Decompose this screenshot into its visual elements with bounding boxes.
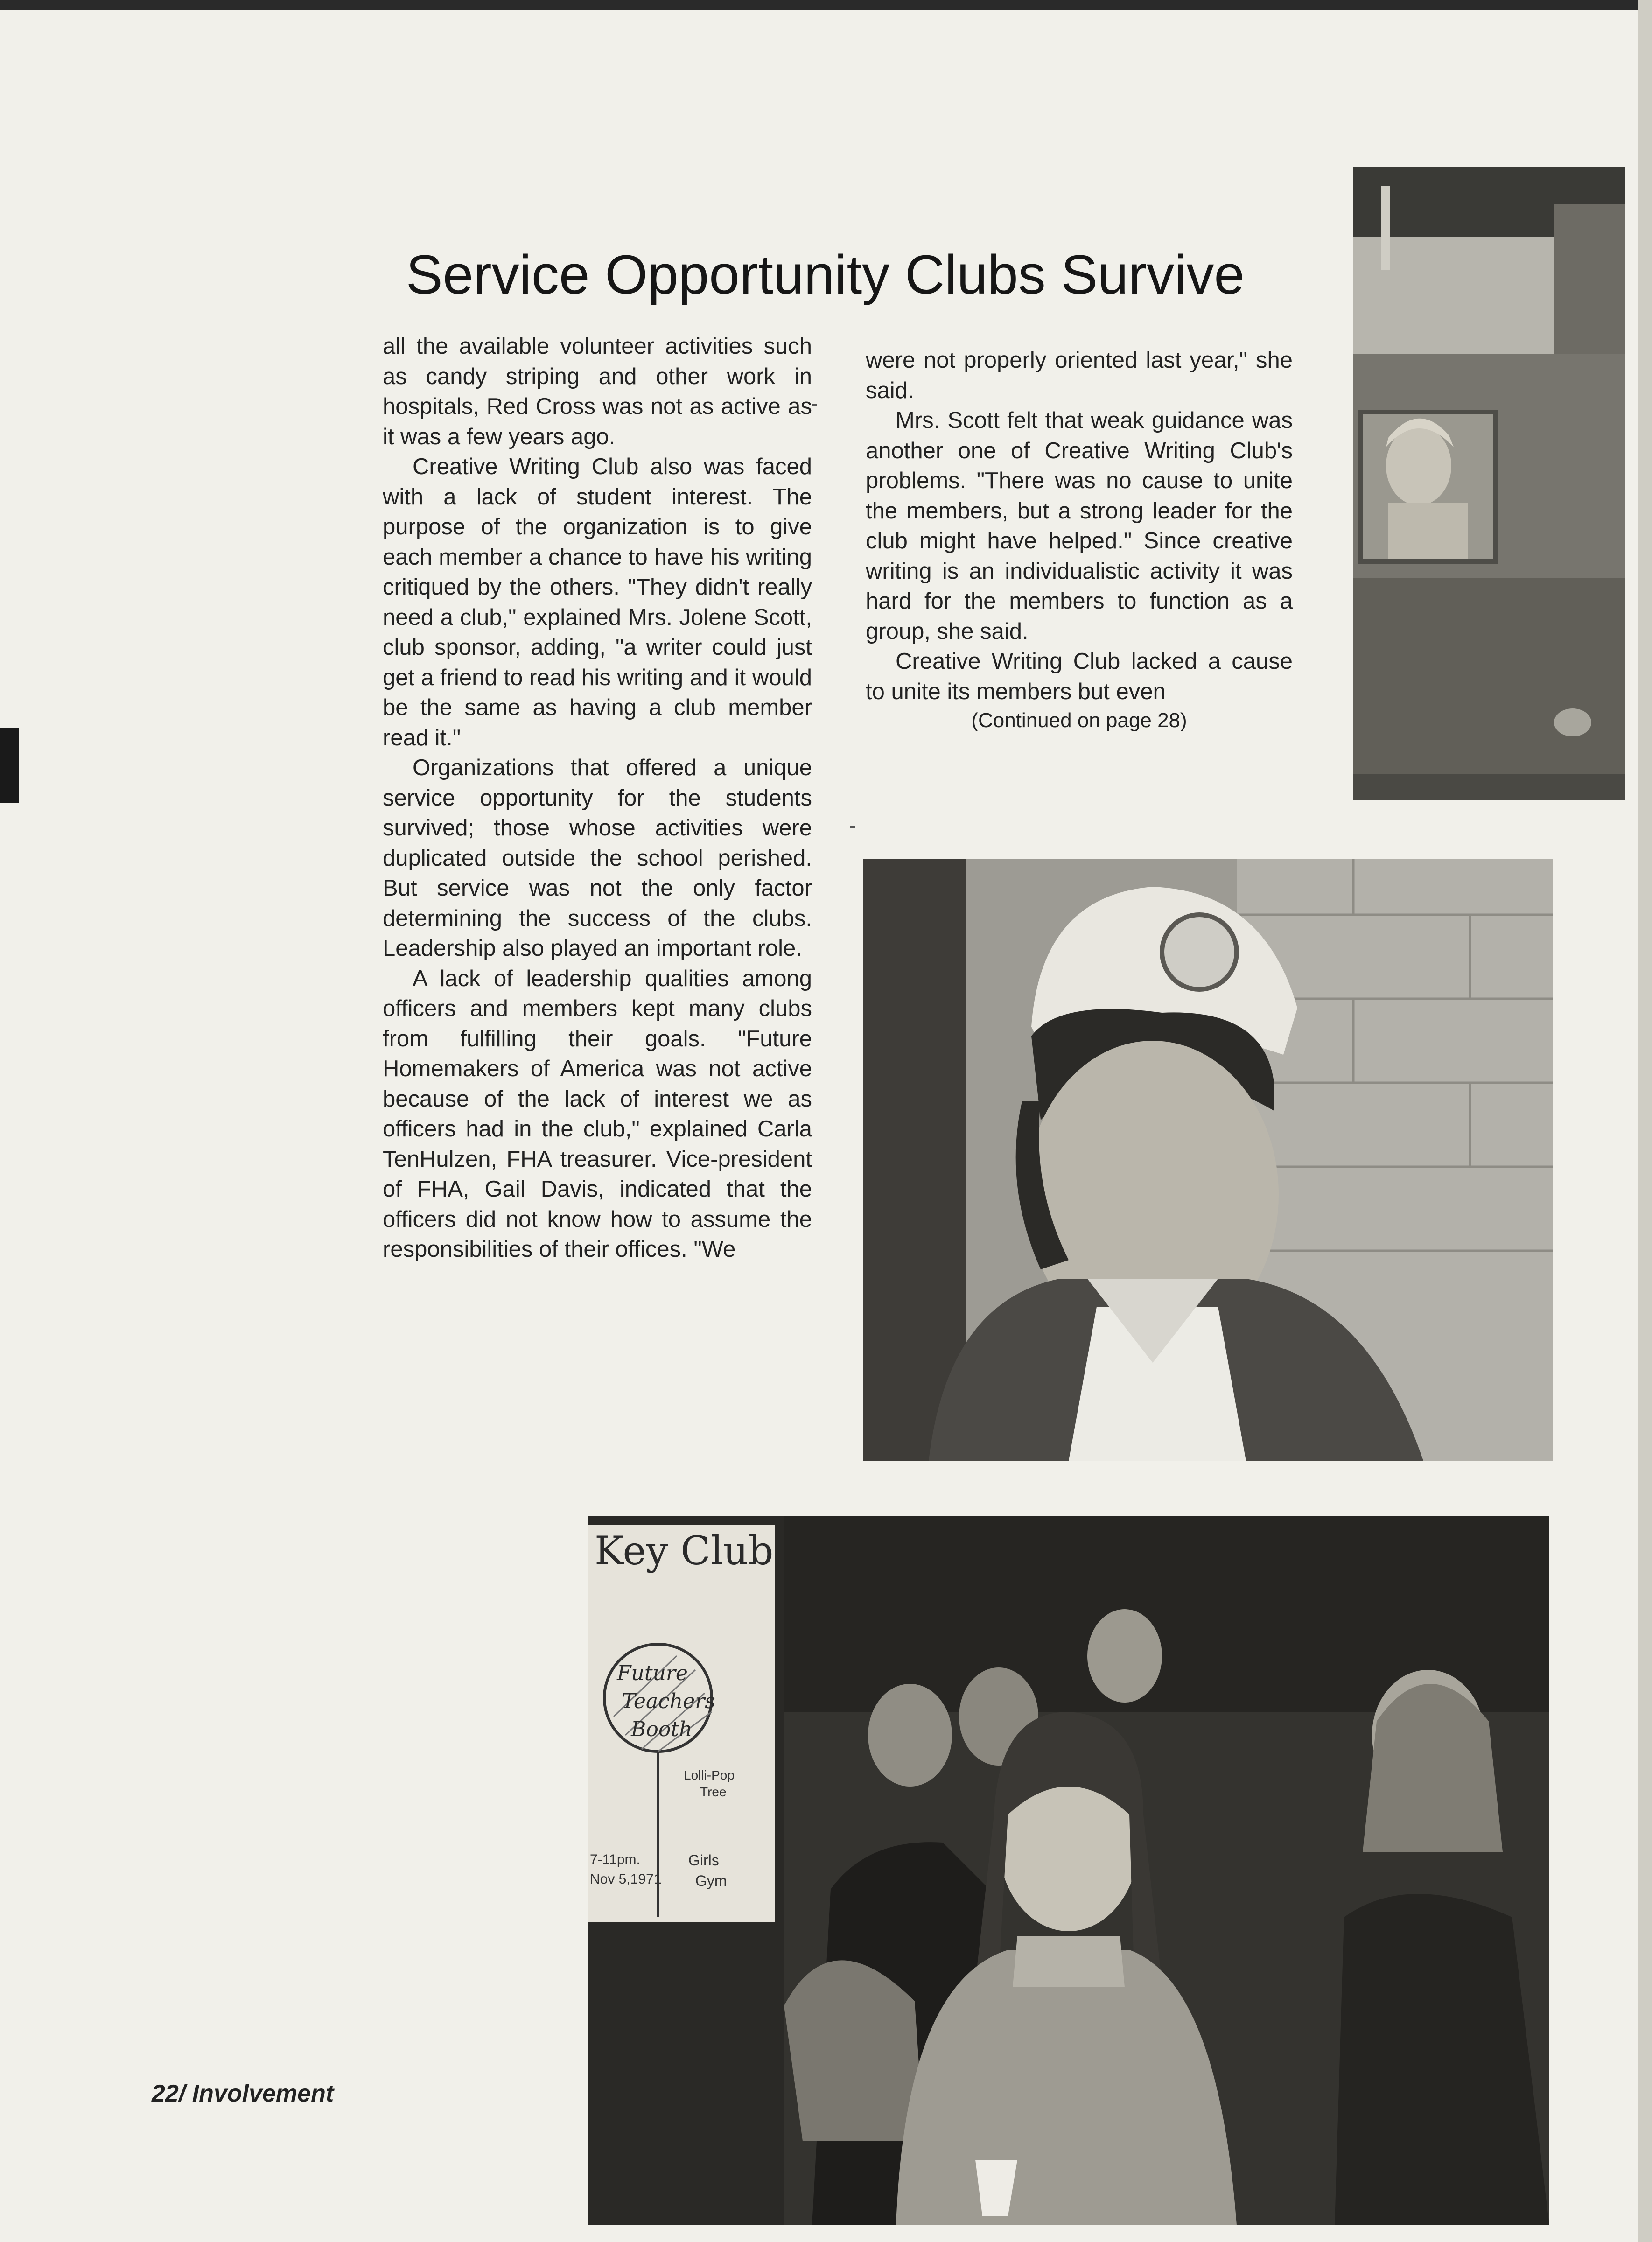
poster-booth-line-1: Future (617, 1661, 688, 1685)
left-paragraph-3: Organizations that offered a unique service opportunity for the students survived; those whose activities were duplicated outside the school perished. But service was not the only factor determining the success of the clubs. Leadership also played an important role. (383, 755, 812, 961)
photo-boy-in-truck (1353, 167, 1625, 800)
continued-note: (Continued on page 28) (971, 709, 1187, 732)
poster-time-line-2: Nov 5,1971 (590, 1871, 662, 1887)
poster-gym-line-1: Girls (688, 1852, 719, 1869)
article-left-column (383, 331, 812, 1265)
booth-poster (588, 1525, 775, 1922)
poster-lollipop-line-2: Tree (700, 1785, 727, 1799)
print-speck (850, 826, 855, 828)
left-paragraph-4: A lack of leadership qualities among officers and members kept many clubs from fulfilling their goals. "Future Homemakers of America was not active because of the lack of interest we as officers had in the club," explained Carla TenHulzen, FHA treasurer. Vice-president of FHA, Gail Davis, indicated that the officers did not know how to assume the responsibilities of their offices. "We (383, 966, 812, 1262)
article-right-column (866, 345, 1293, 735)
left-paragraph-2: Creative Writing Club also was faced with a lack of student interest. The purpose of the organization is to give each member a chance to have his writing critiqued by the others. "They didn't really need a club," explained Mrs. Jolene Scott, club sponsor, adding, "a writer could just get a friend to read his writing and it would be the same as having a club member read it." (383, 454, 812, 750)
page-folio: 22/ Involvement (152, 2080, 334, 2107)
print-speck (812, 404, 817, 406)
vendor-photo-image (863, 859, 1553, 1461)
left-paragraph-1: all the available volunteer activities such as candy striping and other work in hospitals, Red Cross was not as active as it was a few years ago. (383, 334, 812, 449)
poster-time-line-1: 7-11pm. (590, 1852, 640, 1867)
poster-booth-line-3: Booth (631, 1717, 693, 1741)
photo-vendor-in-paper-hat (863, 859, 1553, 1461)
poster-lollipop-line-1: Lolli-Pop (684, 1768, 735, 1782)
poster-gym-line-2: Gym (695, 1872, 727, 1889)
right-paragraph-3: Creative Writing Club lacked a cause to unite its members but even (866, 649, 1293, 704)
photo-crowd-with-booth-poster (588, 1516, 1549, 2225)
page-left-tab-mark (0, 728, 19, 803)
right-paragraph-2: Mrs. Scott felt that weak guidance was another one of Creative Writing Club's problems. "There was no cause to unite the members, but a strong leader for the club might have helped." Since creative writing is an individualistic activity it was hard for the members to function as a group, she said. (866, 408, 1293, 644)
page-right-edge (1638, 0, 1652, 2242)
article-title: Service Opportunity Clubs Survive (406, 244, 1245, 306)
poster-line-key-club: Key Club (595, 1528, 774, 1574)
truck-photo-image (1353, 167, 1625, 800)
page-top-edge (0, 0, 1652, 10)
right-paragraph-1: were not properly oriented last year," she said. (866, 348, 1293, 403)
poster-booth-line-2: Teachers (622, 1689, 715, 1713)
